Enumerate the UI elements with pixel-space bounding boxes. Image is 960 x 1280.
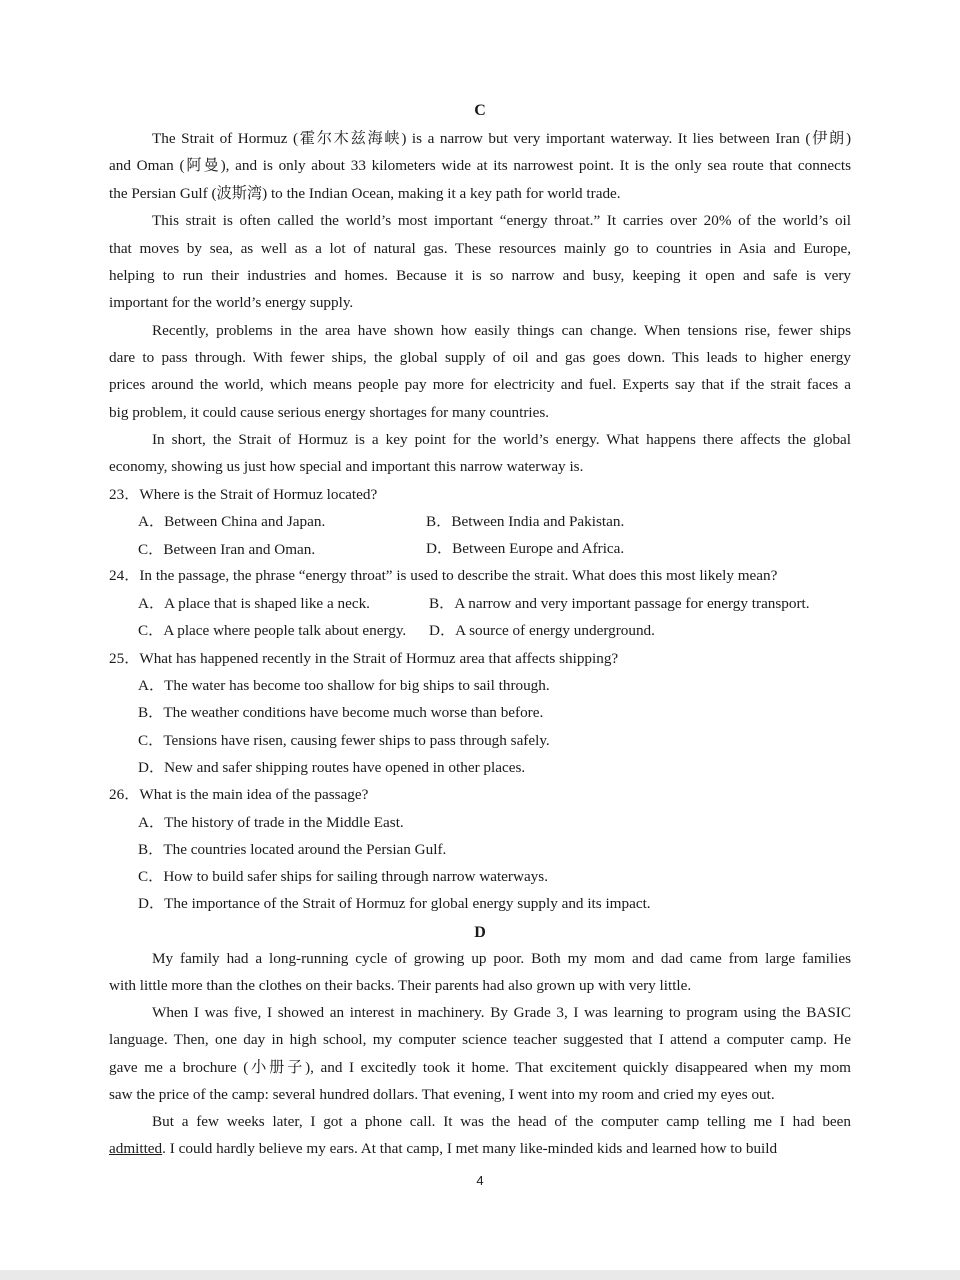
passage-c-line: helping to run their industries and homes. Because it is so narrow and busy, keeping it open and safe is very [109, 267, 851, 284]
passage-d-line: gave me a brochure (小册子), and I excitedly took it home. That excitement quickly disappeared when my mom [109, 1059, 851, 1076]
question-26-option-a: A．The history of trade in the Middle East. [138, 814, 404, 831]
question-26-option-d: D．The importance of the Strait of Hormuz for global energy supply and its impact. [138, 895, 651, 912]
passage-c-line: the Persian Gulf (波斯湾) to the Indian Ocean, making it a key path for world trade. [109, 185, 621, 202]
question-26-option-b: B．The countries located around the Persian Gulf. [138, 841, 447, 858]
question-26-stem: 26．What is the main idea of the passage? [109, 786, 369, 803]
passage-c-line: This strait is often called the world’s most important “energy throat.” It carries over 20% of the world’s oil [152, 212, 851, 229]
passage-c-line: big problem, it could cause serious energy shortages for many countries. [109, 404, 550, 421]
question-25-option-a: A．The water has become too shallow for big ships to sail through. [138, 677, 550, 694]
passage-c-line: important for the world’s energy supply. [109, 294, 354, 311]
question-23-option-d: D．Between Europe and Africa. [426, 540, 625, 557]
page-number: 4 [476, 1173, 484, 1188]
passage-c-line: economy, showing us just how special and important this narrow waterway is. [109, 458, 584, 475]
passage-d-line-rest: . I could hardly believe my ears. At that camp, I met many like-minded kids and learned how to build [162, 1140, 778, 1157]
passage-c-line: In short, the Strait of Hormuz is a key point for the world’s energy. What happens there affects the global [152, 431, 851, 448]
question-24-stem: 24．In the passage, the phrase “energy throat” is used to describe the strait. What does this most likely mean? [109, 567, 778, 584]
question-25-option-d: D．New and safer shipping routes have opened in other places. [138, 759, 526, 776]
question-23-stem: 23．Where is the Strait of Hormuz located? [109, 486, 378, 503]
question-25-option-b: B．The weather conditions have become much worse than before. [138, 704, 544, 721]
passage-d-line: with little more than the clothes on their backs. Their parents had also grown up with very little. [109, 977, 692, 994]
passage-d-line: When I was five, I showed an interest in machinery. By Grade 3, I was learning to program using the BASIC [152, 1004, 851, 1021]
passage-d-line: saw the price of the camp: several hundred dollars. That evening, I went into my room and cried my eyes out. [109, 1086, 775, 1103]
question-25-option-c: C．Tensions have risen, causing fewer ships to pass through safely. [138, 732, 550, 749]
passage-d-line: My family had a long-running cycle of growing up poor. Both my mom and dad came from large families [152, 950, 851, 967]
question-23-option-a: A．Between China and Japan. [138, 513, 326, 530]
passage-c-line: and Oman (阿曼), and is only about 33 kilometers wide at its narrowest point. It is the only sea route that connects [109, 157, 851, 174]
question-24-option-b: B．A narrow and very important passage for energy transport. [429, 595, 810, 612]
passage-c-line: dare to pass through. With fewer ships, the global supply of oil and gas goes down. This leads to higher energy [109, 349, 851, 366]
question-24-option-a: A．A place that is shaped like a neck. [138, 595, 370, 612]
passage-d-last-line [109, 1139, 851, 1159]
question-26-option-c: C．How to build safer ships for sailing through narrow waterways. [138, 868, 548, 885]
passage-c-line: prices around the world, which means people pay more for electricity and fuel. Experts say that if the strait faces a [109, 376, 851, 393]
question-24-option-c: C．A place where people talk about energy. [138, 622, 407, 639]
scan-bottom-edge [0, 1270, 960, 1280]
question-25-stem: 25．What has happened recently in the Strait of Hormuz area that affects shipping? [109, 650, 619, 667]
question-23-option-c: C．Between Iran and Oman. [138, 541, 316, 558]
passage-d-line: But a few weeks later, I got a phone call. It was the head of the computer camp telling me I had been [152, 1113, 851, 1130]
passage-c-line: that moves by sea, as well as a lot of natural gas. These resources mainly go to countries in Asia and Europe, [109, 240, 851, 257]
underlined-word: admitted [109, 1140, 163, 1157]
passage-c-line: The Strait of Hormuz (霍尔木兹海峡) is a narrow but very important waterway. It lies between Iran (伊朗) [152, 130, 851, 147]
section-c-title: C [474, 102, 486, 119]
question-23-option-b: B．Between India and Pakistan. [426, 513, 625, 530]
passage-c-line: Recently, problems in the area have shown how easily things can change. When tensions rise, fewer ships [152, 322, 851, 339]
passage-d-line: language. Then, one day in high school, my computer science teacher suggested that I attend a computer camp. He [109, 1031, 851, 1048]
section-d-title: D [474, 924, 486, 941]
question-24-option-d: D．A source of energy underground. [429, 622, 655, 639]
